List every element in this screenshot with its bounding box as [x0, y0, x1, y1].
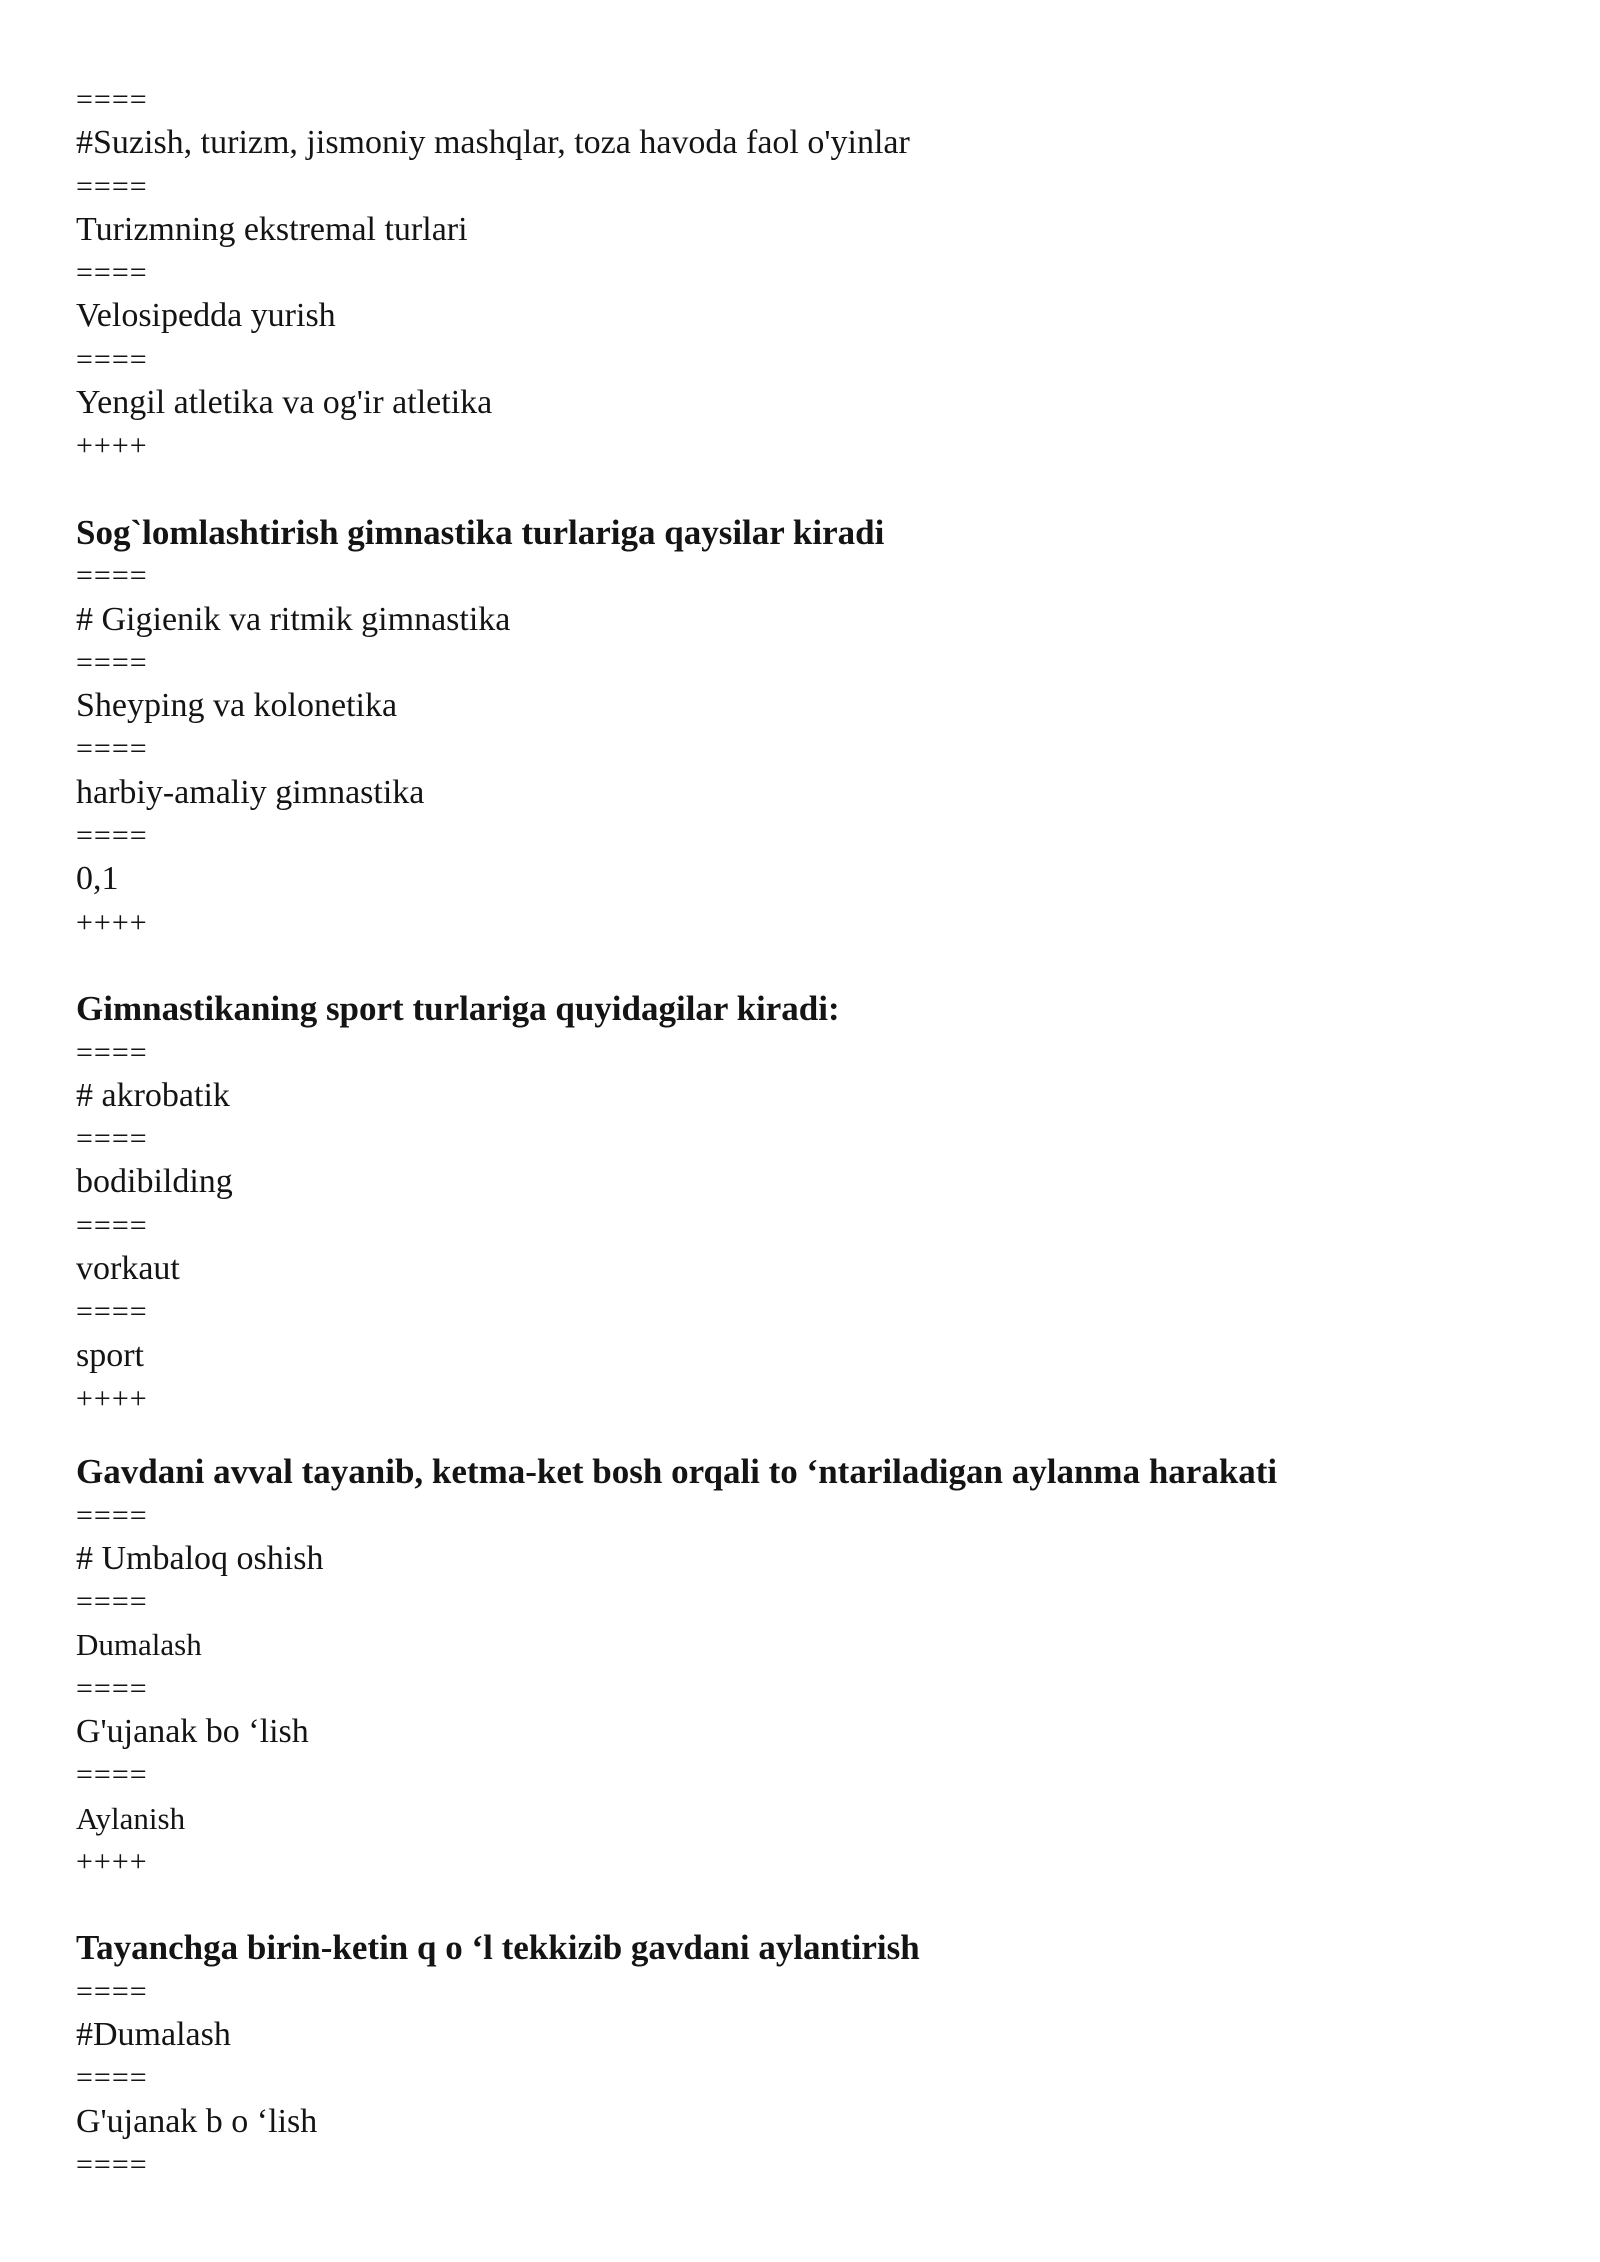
separator: ==== [76, 559, 148, 593]
answer-option: # akrobatik [76, 1076, 230, 1114]
separator: ==== [76, 342, 148, 376]
spacer [76, 1883, 1536, 1926]
separator: ==== [76, 2147, 148, 2181]
separator: ==== [76, 1974, 148, 2008]
block-end-marker: ++++ [76, 905, 148, 939]
block-end-marker: ++++ [76, 1381, 148, 1415]
question-title: Sog`lomlashtirish gimnastika turlariga qaysilar kiradi [76, 512, 885, 552]
answer-option: Aylanish [76, 1800, 186, 1836]
answer-option: G'ujanak b o ʻlish [76, 2102, 318, 2140]
spacer [76, 468, 1536, 511]
answer-option: #Suzish, turizm, jismoniy mashqlar, toza havoda faol o'yinlar [76, 124, 910, 162]
document-page [76, 78, 1536, 2186]
answer-option: 0,1 [76, 860, 119, 898]
separator: ==== [76, 1671, 148, 1705]
question-title: Tayanchga birin-ketin q o ʻl tekkizib gavdani aylantirish [76, 1928, 920, 1968]
answer-option: Yengil atletika va og'ir atletika [76, 384, 493, 422]
answer-option: Velosipedda yurish [76, 297, 336, 335]
separator: ==== [76, 1035, 148, 1069]
separator: ==== [76, 1295, 148, 1329]
separator: ==== [76, 1758, 148, 1792]
separator: ==== [76, 169, 148, 203]
block-end-marker: ++++ [76, 429, 148, 463]
answer-option: Dumalash [76, 1627, 202, 1663]
answer-option: vorkaut [76, 1250, 180, 1288]
spacer [76, 1420, 1536, 1450]
spacer [76, 944, 1536, 987]
answer-option: Sheyping va kolonetika [76, 687, 398, 725]
separator: ==== [76, 819, 148, 853]
separator: ==== [76, 732, 148, 766]
separator: ==== [76, 256, 148, 290]
answer-option: #Dumalash [76, 2016, 231, 2054]
answer-option: # Gigienik va ritmik gimnastika [76, 600, 511, 638]
answer-option: sport [76, 1336, 144, 1374]
question-title: Gavdani avval tayanib, ketma-ket bosh orqali to ʻntariladigan aylanma harakati [76, 1452, 1278, 1492]
separator: ==== [76, 83, 148, 116]
answer-option: # Umbaloq oshish [76, 1539, 324, 1577]
separator: ==== [76, 1122, 148, 1156]
separator: ==== [76, 1208, 148, 1242]
answer-option: G'ujanak bo ʻlish [76, 1712, 309, 1750]
separator: ==== [76, 2061, 148, 2095]
answer-option: bodibilding [76, 1163, 233, 1201]
separator: ==== [76, 645, 148, 679]
block-end-marker: ++++ [76, 1844, 148, 1878]
separator: ==== [76, 1585, 148, 1619]
answer-option: harbiy-amaliy gimnastika [76, 773, 425, 811]
separator: ==== [76, 1498, 148, 1532]
answer-option: Turizmning ekstremal turlari [76, 210, 468, 248]
question-title: Gimnastikaning sport turlariga quyidagilar kiradi: [76, 989, 840, 1029]
